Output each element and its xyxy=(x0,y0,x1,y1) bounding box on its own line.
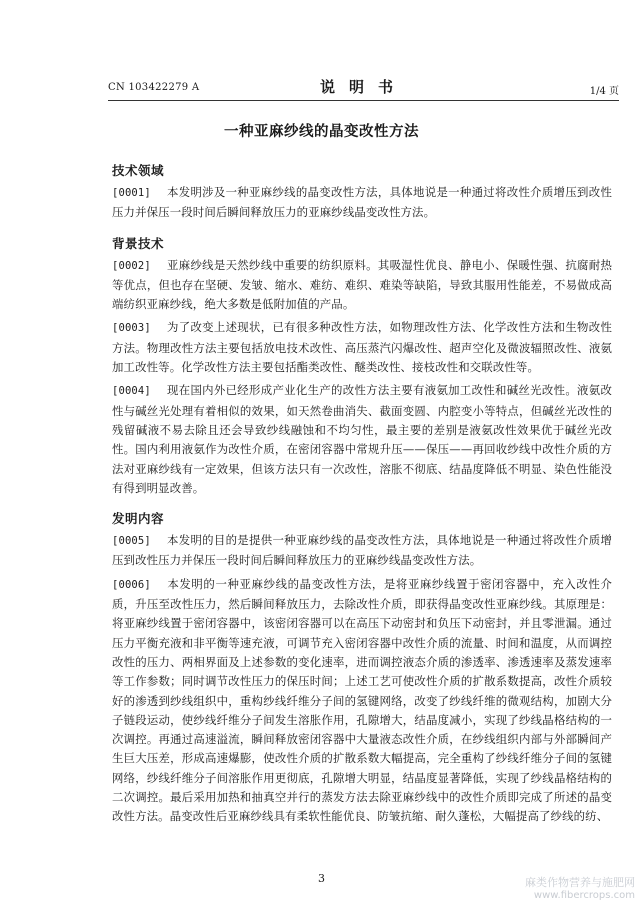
site-watermark xyxy=(525,876,635,902)
document-title: 一种亚麻纱线的晶变改性方法 xyxy=(224,123,419,140)
watermark-url: www.fibercrops.com xyxy=(533,890,635,901)
paragraph-text: 本发明的目的是提供一种亚麻纱线的晶变改性方法，具体地说是一种通过将改性介质增压到改性压力并保压一段时间后瞬间释放压力的亚麻纱线晶变改性方法。 xyxy=(112,533,612,568)
watermark-site-name: 麻类作物营养与施肥网 xyxy=(525,876,635,889)
paragraph-text: 亚麻纱线是天然纱线中重要的纺织原料。其吸湿性优良、静电小、保暖性强、抗腐耐热等优点，但也存在坚硬、发皱、缩水、难纺、难织、难染等缺陷，导致其服用性能差，不易做成高端纺织亚麻纱线，绝大多数是低附加值的产品。 xyxy=(112,257,612,312)
paragraph-text: 现在国内外已经形成产业化生产的改性方法主要有液氨加工改性和碱丝光改性。液氨改性与碱丝光处理有着相似的效果，如天然卷曲消失、截面变圆、内腔变小等特点，但碱丝光改性的残留碱液不易去除且还会导致纱线融蚀和不均匀性，最主要的差别是液氨改性效果优于碱丝光改性。国内利用液氨作为改性介质，在密闭容器中常规升压——保压——再回收纱线中改性介质的方法对亚麻纱线有一定效果，但该方法只有一次改性，溶胀不彻底、结晶度降低不明显、染色性能没有得到明显改善。 xyxy=(112,383,612,495)
paragraph-text: 本发明涉及一种亚麻纱线的晶变改性方法，具体地说是一种通过将改性介质增压到改性压力并保压一段时间后瞬间释放压力的亚麻纱线晶变改性方法。 xyxy=(112,185,612,220)
section-heading: 发明内容 xyxy=(112,511,165,527)
section-background xyxy=(112,236,612,499)
paragraph-text: 为了改变上述现状，已有很多种改性方法，如物理改性方法、化学改性方法和生物改性方法。物理改性方法主要包括放电技术改性、高压蒸汽闪爆改性、超声空化及微波辐照改性、液氨加工改性等。化学改性方法主要包括酯类改性、醚类改性、接枝改性和交联改性等。 xyxy=(112,320,612,375)
paragraph-number: [0005] xyxy=(112,535,151,548)
header-divider xyxy=(108,100,619,101)
paragraph-0004 xyxy=(112,381,612,498)
paragraph-text: 本发明的一种亚麻纱线的晶变改性方法，是将亚麻纱线置于密闭容器中，充入改性介质，升压至改性压力，然后瞬间释放压力，去除改性介质，即获得晶变改性亚麻纱线。其原理是：将亚麻纱线置于密闭容器中，该密闭容器可以在高压下动密封和负压下动密封，并且零泄漏。通过压力平衡充液和非平衡等速充液，可调节充入密闭容器中改性介质的流量、时间和温度，从而调控改性的压力、两相界面及上述参数的变化速率，进而调控液态介质的渗透率、渗透速率及蒸发速率等工作参数；同时调节改性压力的保压时间；上述工艺可使改性介质的扩散系数提高，改性介质较好的渗透到纱线组织中，重构纱线纤维分子间的氢键网络，改变了纱线纤维的微观结构，加剧大分子链段运动，使纱线纤维分子间发生溶胀作用，孔隙增大，结晶度减小，实现了纱线晶格结构的一次调控。再通过高速溢流，瞬间释放密闭容器中大量液态改性介质，在纱线组织内部与外部瞬间产生巨大压差，形成高速爆膨，使改性介质的扩散系数大幅提高，完全重构了纱线纤维分子间的氢键网络，纱线纤维分子间溶胀作用更彻底，孔隙增大明显，结晶度显著降低，实现了纱线晶格结构的二次调控。最后采用加热和抽真空并行的蒸发方法去除亚麻纱线中的改性介质即完成了所述的晶变改性方法。晶变改性后亚麻纱线具有柔软性能优良、防皱抗缩、耐久蓬松，大幅提高了纱线的纺、 xyxy=(112,576,612,824)
document-type: 说明书 xyxy=(319,78,407,96)
section-summary xyxy=(112,511,612,826)
paragraph-0006 xyxy=(112,575,612,827)
paragraph-number: [0006] xyxy=(112,578,151,591)
paragraph-0005 xyxy=(112,531,612,571)
page-number: 3 xyxy=(318,872,325,885)
paragraph-number: [0004] xyxy=(112,385,151,398)
paragraph-number: [0003] xyxy=(112,322,151,335)
patent-number: CN 103422279 A xyxy=(108,82,200,93)
document-body xyxy=(112,163,612,827)
paragraph-0001 xyxy=(112,183,612,223)
page-header xyxy=(108,76,619,98)
paragraph-0003 xyxy=(112,318,612,377)
paragraph-number: [0001] xyxy=(112,187,151,199)
paragraph-0002 xyxy=(112,256,612,315)
paragraph-number: [0002] xyxy=(112,259,151,272)
page-indicator: 1/4 页 xyxy=(589,86,619,97)
section-heading: 技术领域 xyxy=(112,163,165,178)
section-technical-field xyxy=(112,163,612,223)
section-heading: 背景技术 xyxy=(112,235,165,251)
